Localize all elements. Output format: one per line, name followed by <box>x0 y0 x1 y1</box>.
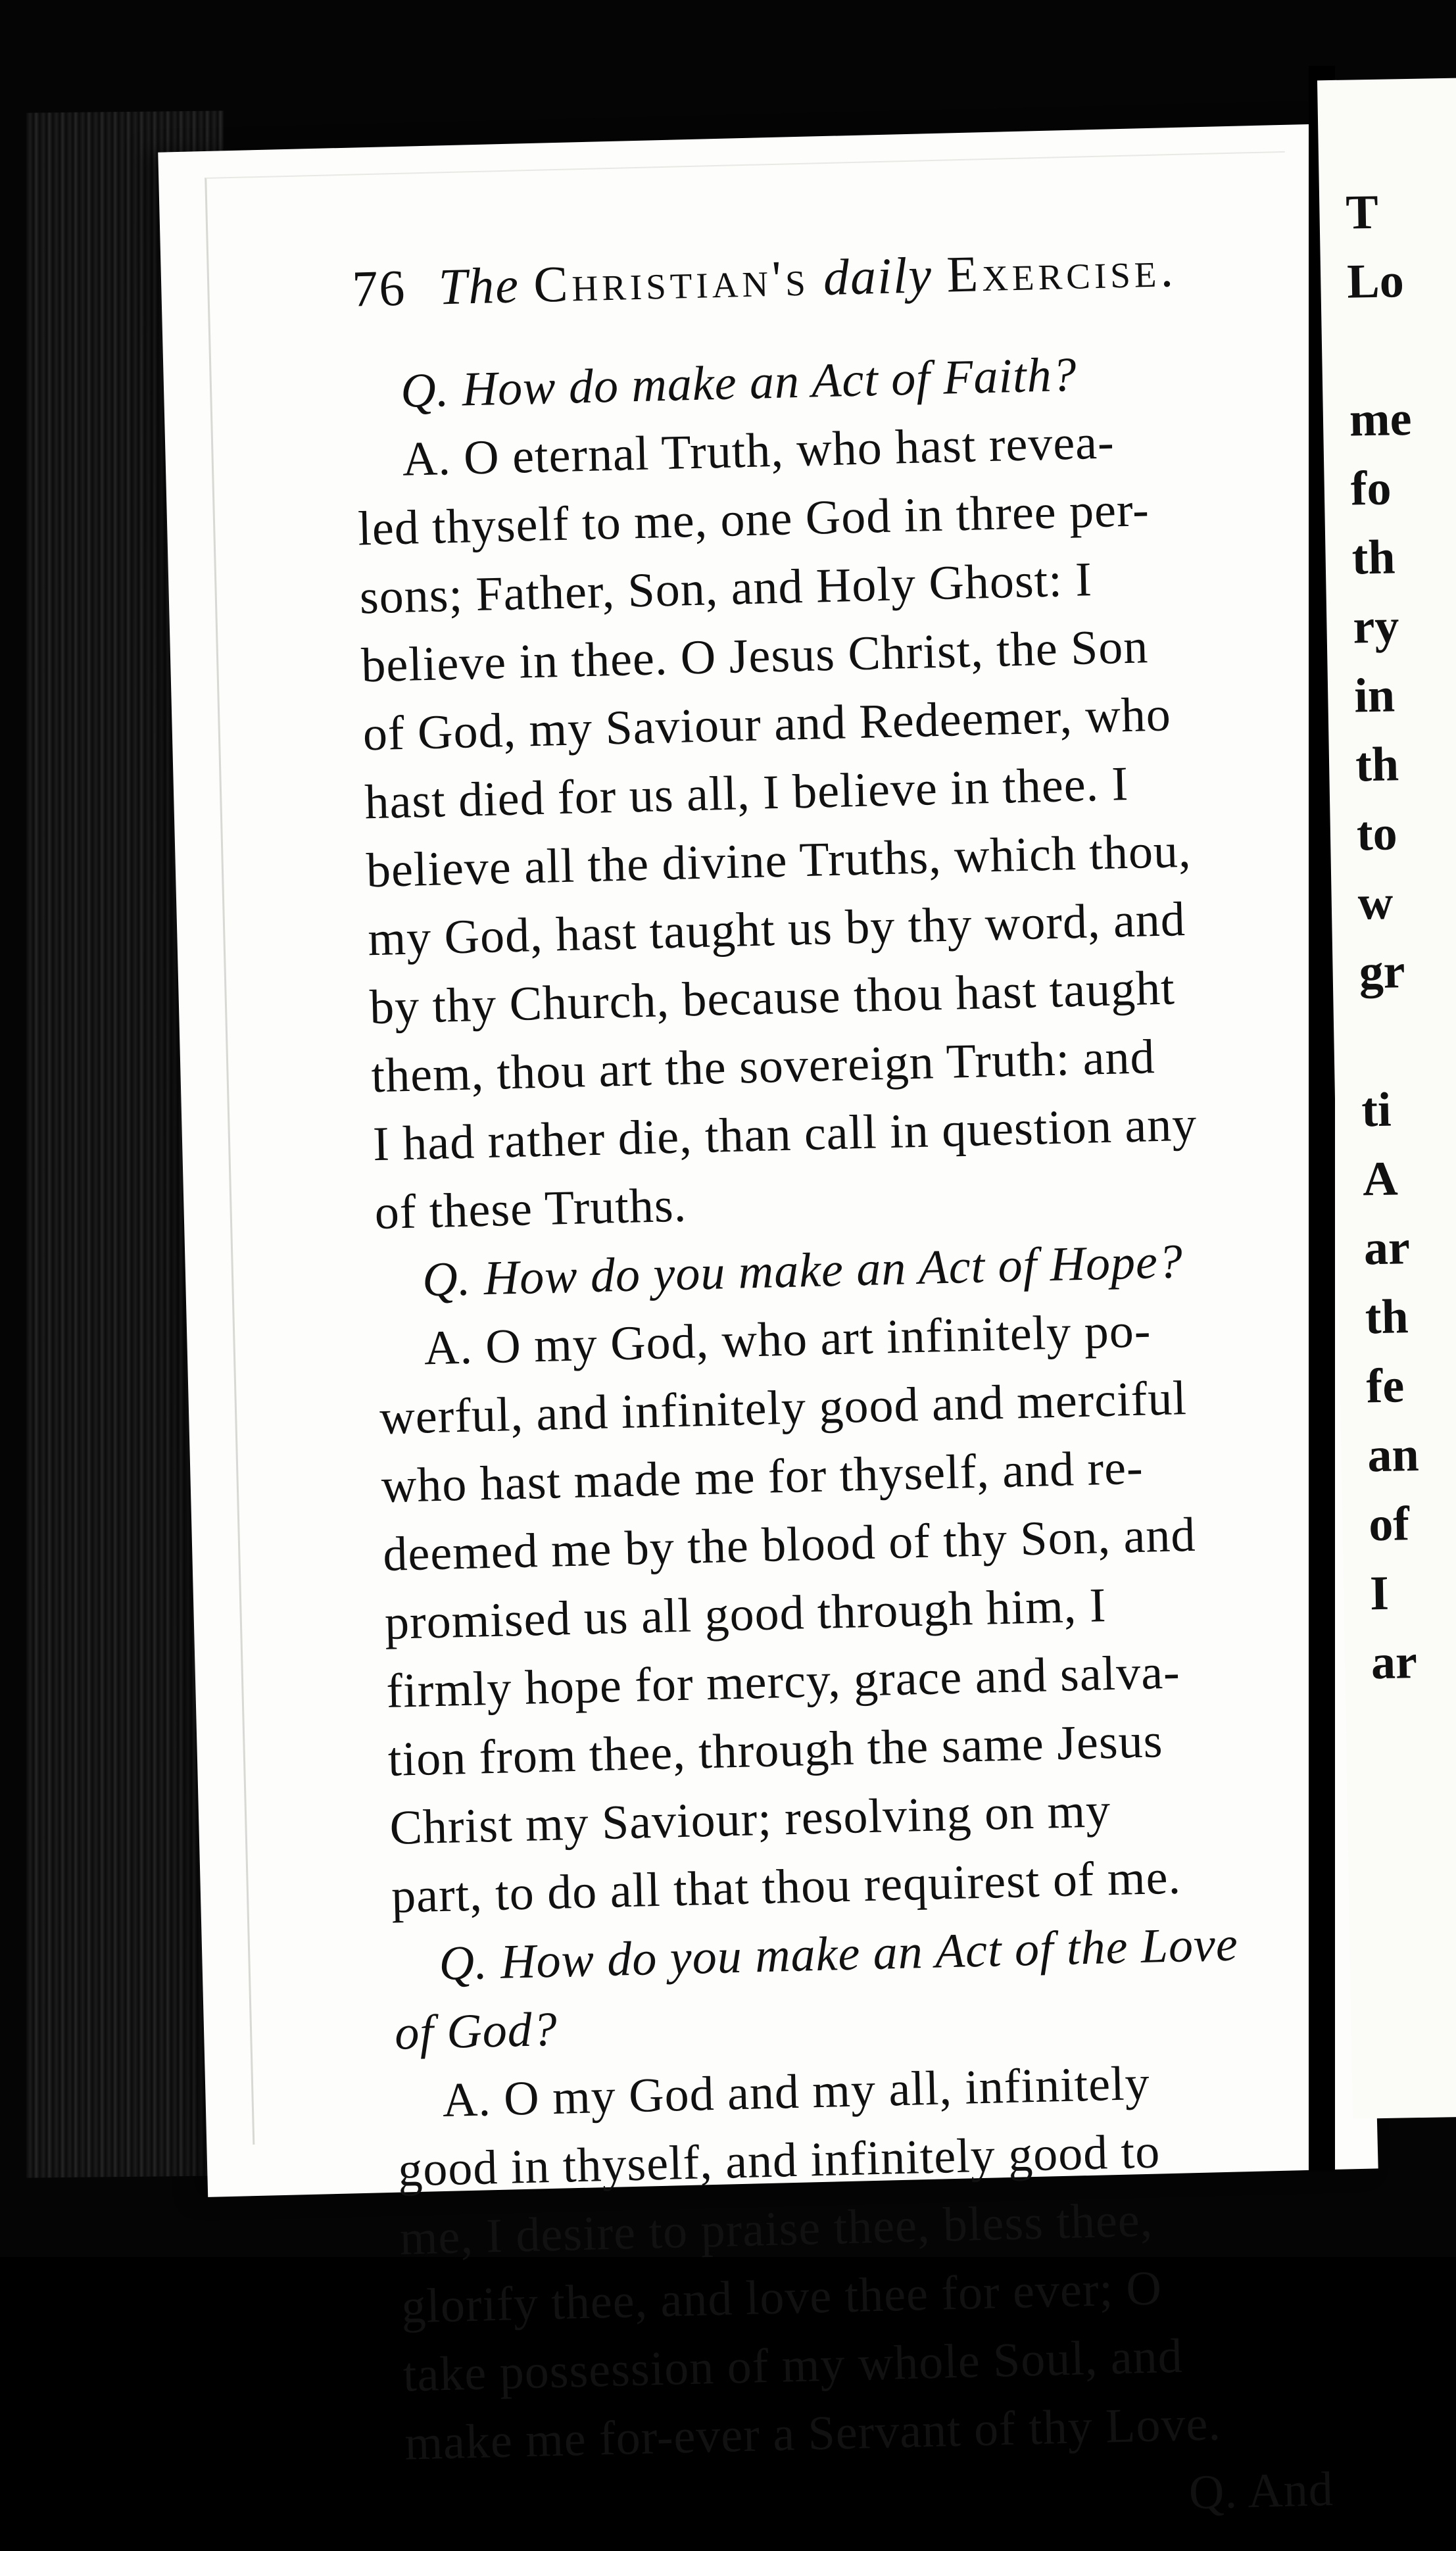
facing-text-line: I <box>1369 1566 1390 1621</box>
text-line: deemed me by the blood of thy Son, and <box>382 1507 1197 1582</box>
facing-text-line: an <box>1367 1427 1420 1483</box>
text-line: Q. How do you make an Act of Hope? <box>422 1234 1184 1307</box>
facing-text-line: w <box>1357 875 1394 931</box>
text-line: Q. How do you make an Act of the Love <box>438 1917 1239 1991</box>
header-daily: daily <box>822 246 934 306</box>
text-line: Christ my Saviour; resolving on my <box>389 1784 1112 1855</box>
facing-text-line: ry <box>1352 599 1400 654</box>
text-line: Q. How do make an Act of Faith? <box>400 347 1078 418</box>
text-line: of God, my Saviour and Redeemer, who <box>362 687 1172 762</box>
text-line: A. O my God and my all, infinitely <box>441 2056 1151 2128</box>
facing-text-line: fo <box>1350 461 1392 516</box>
text-line: believe in thee. O Jesus Christ, the Son <box>360 620 1150 693</box>
facing-text-line: ti <box>1361 1082 1392 1138</box>
facing-text-line: fe <box>1365 1359 1405 1414</box>
facing-text-line <box>1360 1006 1423 1077</box>
text-line: led thyself to me, one God in three per- <box>357 483 1150 556</box>
facing-text-line: me <box>1349 391 1413 447</box>
facing-text-line: ar <box>1363 1221 1411 1276</box>
text-line: firmly hope for mercy, grace and salva- <box>385 1645 1181 1718</box>
text-line: me, I desire to praise thee, bless thee, <box>399 2193 1154 2266</box>
header-exercise: Exercise. <box>946 239 1178 303</box>
text-line: part, to do all that thou requirest of me. <box>391 1850 1182 1924</box>
text-line: believe all the divine Truths, which thou, <box>366 823 1192 898</box>
facing-text-line: in <box>1353 668 1395 723</box>
header-the: The <box>437 256 520 316</box>
facing-page-text <box>1346 178 1434 1697</box>
text-line: who hast made me for thyself, and re- <box>380 1440 1144 1514</box>
text-line: hast died for us all, I believe in thee. I <box>364 756 1130 830</box>
text-line: by thy Church, because thou hast taught <box>369 961 1176 1035</box>
facing-text-line: th <box>1351 530 1396 585</box>
text-line: Q. And <box>1188 2462 1334 2520</box>
text-line: sons; Father, Son, and Holy Ghost: I <box>358 552 1093 625</box>
text-line: of these Truths. <box>374 1178 688 1240</box>
facing-text-line: Lo <box>1346 254 1405 309</box>
text-line: werful, and infinitely good and merciful <box>379 1371 1188 1446</box>
facing-text-line: to <box>1356 806 1398 862</box>
text-line: good in thyself, and infinitely good to <box>397 2124 1161 2197</box>
text-line: take possession of my whole Soul, and <box>402 2329 1184 2402</box>
text-line: A. O eternal Truth, who hast revea- <box>401 415 1115 487</box>
text-line: A. O my God, who art infinitely po- <box>423 1303 1152 1376</box>
facing-text-line: gr <box>1358 944 1406 1000</box>
text-line: I had rather die, than call in question any <box>372 1097 1198 1172</box>
text-line: glorify thee, and love thee for ever; O <box>400 2261 1163 2334</box>
facing-text-line: T <box>1345 185 1379 240</box>
facing-text-line: A <box>1362 1152 1399 1207</box>
text-line: my God, hast taught us by thy word, and <box>367 892 1186 967</box>
page-number: 76 <box>351 258 407 318</box>
text-line: promised us all good through him, I <box>384 1578 1107 1650</box>
text-line: tion from thee, through the same Jesus <box>387 1714 1164 1787</box>
facing-text-line: of <box>1368 1497 1410 1552</box>
page-body-text <box>354 335 1347 2546</box>
text-line: them, thou art the sovereign Truth: and <box>370 1030 1156 1104</box>
header-christian: Christian's <box>533 249 810 313</box>
text-line: make me for-ever a Servant of thy Love. <box>404 2396 1222 2471</box>
facing-text-line: ar <box>1371 1635 1418 1690</box>
facing-text-line <box>1347 316 1411 386</box>
book-page <box>158 124 1378 2520</box>
facing-text-line: th <box>1355 737 1399 792</box>
text-line: of God? <box>394 2002 558 2060</box>
facing-text-line: th <box>1365 1290 1409 1345</box>
